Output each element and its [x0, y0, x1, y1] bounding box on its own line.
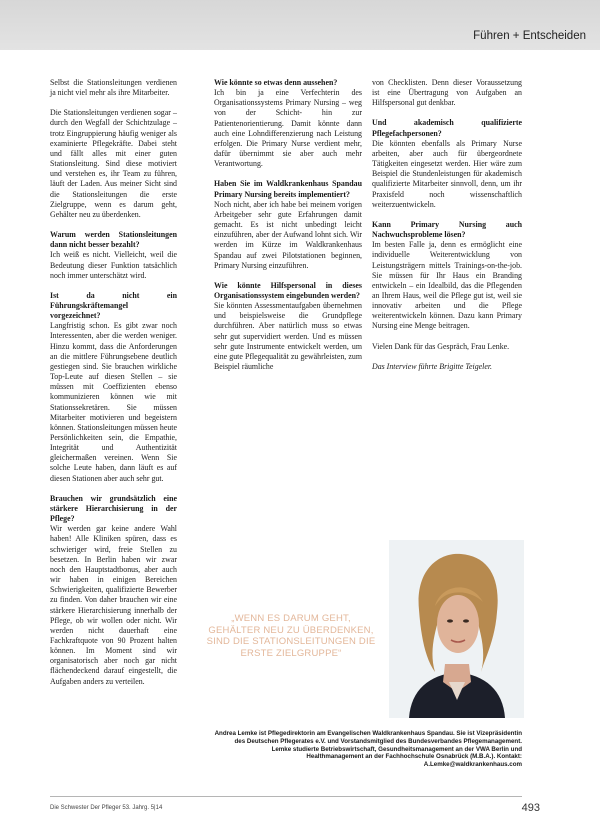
answer-paragraph: Die könnten ebenfalls als Primary Nurse arbeiten, aber auch für übergeordnete Tätigkeiten eingesetzt werden. Hier wäre zum Beispiel die Stundenleistungen für akademisch qualifizierte Mitarbeiter sinnvoll, denn, um ihr Praxisfeld noch wissenschaftlich weiterzuentwickeln.	[372, 138, 522, 209]
footer-rule	[50, 796, 522, 797]
interview-question: Und akademisch qualifizierte Pflegefachpersonen?	[372, 118, 522, 138]
answer-paragraph: Im besten Falle ja, denn es ermöglicht eine individuelle Weiterentwicklung von Leistungsträgern mittels Trainings-on-the-job. Sie müssen für Ihr Haus ein Branding entwickeln – ein Idealbild, das die Pflegenden an Ihrem Haus, weil die Pflege gut ist, weil sie innovativ arbeiten und die Pflege weiterentwickeln können. Dazu kann Primary Nursing eine Menge beitragen.	[372, 240, 522, 331]
answer-paragraph: Noch nicht, aber ich habe bei meinem vorigen Arbeitgeber sehr gute Erfahrungen damit gemacht. Es ist nicht unbedingt leicht einzuführen, aber der Aufwand lohnt sich. Wir werden im Kürze im Waldkrankenhaus Spandau auf zwei Pilotstationen beginnen, Primary Nursing einzuführen.	[214, 199, 362, 270]
answer-paragraph: Selbst die Stationsleitungen verdienen ja nicht viel mehr als ihre Mitarbeiter.	[50, 78, 177, 98]
interview-question: Brauchen wir grundsätzlich eine stärkere Hierarchisierung in der Pflege?	[50, 493, 177, 524]
answer-paragraph: Ich bin ja eine Verfechterin des Organisationssystems Primary Nursing – weg von der Schicht- hin zur Patientenorientierung. Damit könnte dann auch eine Lohndifferenzierung nach Leistung erfolgen. Die Primary Nurse verdient mehr, dafür übernimmt sie aber auch mehr Verantwortung.	[214, 88, 362, 169]
interview-question: Wie könnte Hilfspersonal in dieses Organisationssystem eingebunden werden?	[214, 280, 362, 300]
interview-question: Haben Sie im Waldkrankenhaus Spandau Primary Nursing bereits implementiert?	[214, 179, 362, 199]
byline: Das Interview führte Brigitte Teigeler.	[372, 361, 493, 371]
answer-paragraph: Wir werden gar keine andere Wahl haben! Alle Kliniken spüren, dass es schwieriger wird, freie Stellen zu besetzen. In Berlin haben wir zwar noch den Hauptstadtbonus, aber auch wir haben in einigen Bereichen Schwierigkeiten, qualifizierte Bewerber zu finden. Von daher brauchen wir eine stärkere Hierarchisierung innerhalb der Pflege, ob wir wollen oder nicht. Wir werden nicht dauerhaft eine Fachkraftquote von 90 Prozent halten können. Im Moment sind wir organisatorisch aber noch gar nicht flächendeckend darauf eingestellt, die Aufgaben anders zu verteilen.	[50, 524, 177, 686]
pull-quote: „WENN ES DARUM GEHT, GEHÄLTER NEU ZU ÜBERDENKEN, SIND DIE STATIONSLEITUNGEN DIE ERSTE ZIELGRUPPE“	[206, 613, 376, 659]
journal-footer: Die Schwester Der Pfleger 53. Jahrg. 5|14	[50, 805, 163, 811]
answer-paragraph: Langfristig schon. Es gibt zwar noch Interessenten, aber die werden weniger. Hinzu kommt, dass die Anforderungen an die mittlere Führungsebene deutlich gestiegen sind. Sie brauchen wirkliche Top-Leute auf diesen Stellen – sie müssen mit Coeffizienten ebenso kommunizieren können wie mit Stationssekretären. Sie müssen Mitarbeiter motivieren und begeistern können. Stationsleitungen müssen heute Persönlichkeiten sein, die Empathie, Integrität und Authentizität gleichermaßen vereinen. Wenn Sie solche Leute haben, dann läuft es auf diesen Stationen aber auch sehr gut.	[50, 321, 177, 483]
interview-question: Kann Primary Nursing auch Nachwuchsprobleme lösen?	[372, 219, 522, 240]
interview-question: Warum werden Stationsleitungen dann nicht besser bezahlt?	[50, 230, 177, 250]
answer-paragraph: von Checklisten. Denn dieser Voraussetzung ist eine Übertragung von Aufgaben an Hilfspersonal gut denkbar.	[372, 78, 522, 108]
interview-question: Wie könnte so etwas denn aussehen?	[214, 78, 338, 87]
answer-paragraph: Die Stationsleitungen verdienen sogar – durch den Wegfall der Schichtzulage – trotz Eingruppierung häufig weniger als examinierte Pflegekräfte. Dabei steht und fällt alles mit einer guten Stationsleitung. Sind diese motiviert und verstehen es, ihr Team zu führen, läuft der Laden. Aus meiner Sicht sind die Stationsleitungen die erste Zielgruppe, wenn es darum geht, Gehälter neu zu überdenken.	[50, 108, 177, 219]
answer-paragraph: Vielen Dank für das Gespräch, Frau Lenke.	[372, 341, 510, 351]
interview-question: Ist da nicht ein Führungskräftemangel vorgezeichnet?	[50, 290, 177, 321]
section-title: Führen + Entscheiden	[473, 30, 586, 42]
answer-paragraph: Sie könnten Assessmentaufgaben übernehmen und beispielsweise die Grundpflege durchführen. Aber natürlich muss so etwas sehr gut supervidiert werden. Und es müssen sehr gute Instrumente entwickelt werden, um eine gute Pflegequalität zu gewährleisten, zum Beispiel räumliche	[214, 301, 362, 372]
portrait-photo	[389, 540, 524, 718]
header-band	[0, 0, 600, 50]
page-number: 493	[521, 802, 540, 814]
article-column-3	[372, 78, 522, 372]
article-column-1	[50, 78, 177, 697]
answer-paragraph: Ich weiß es nicht. Vielleicht, weil die Bedeutung dieser Funktion tatsächlich noch immer unterschätzt wird.	[50, 250, 177, 280]
article-column-2	[214, 78, 362, 382]
photo-caption: Andrea Lemke ist Pflegedirektorin am Evangelischen Waldkrankenhaus Spandau. Sie ist Vizepräsidentin des Deutschen Pflegerates e.V. und Vorstandsmitglied des Bundesverbandes Pflegemanagement. Lemke studierte Betriebswirtschaft, Gesundheitsmanagement an der VWA Berlin und Healthmanagement an der Fachhochschule Osnabrück (M.B.A.). Kontakt: A.Lemke@waldkrankenhaus.com	[214, 730, 522, 769]
